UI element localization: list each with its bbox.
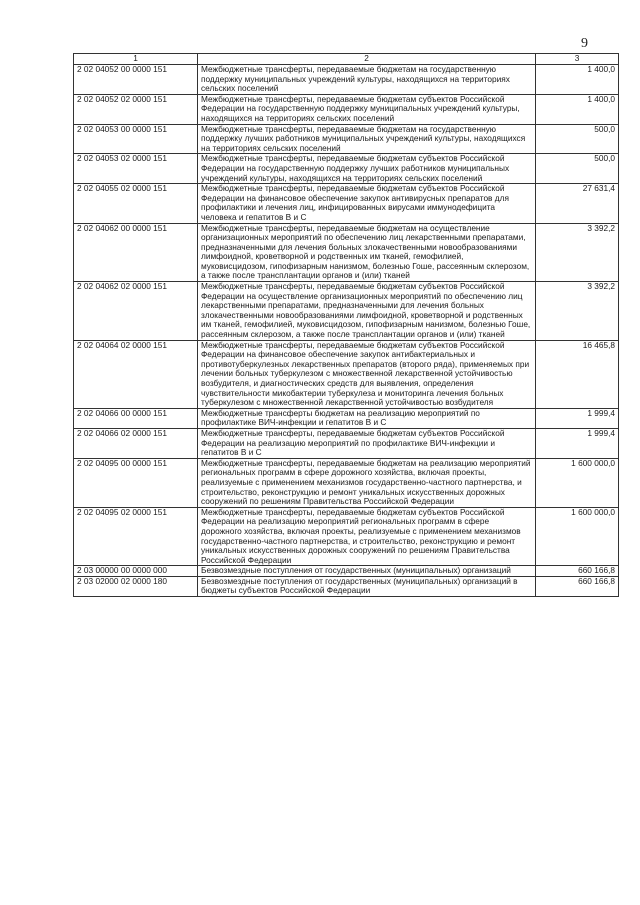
item-amount: 1 400,0 bbox=[536, 94, 619, 124]
item-description: Межбюджетные трансферты, передаваемые бюджетам субъектов Российской Федерации на реализацию мероприятий по профилактике ВИЧ-инфекции и гепатитов В и С bbox=[198, 428, 536, 458]
budget-code: 2 02 04062 00 0000 151 bbox=[74, 223, 198, 282]
budget-code: 2 02 04052 02 0000 151 bbox=[74, 94, 198, 124]
table-row bbox=[74, 428, 619, 458]
table-row bbox=[74, 154, 619, 184]
item-description: Межбюджетные трансферты, передаваемые бюджетам субъектов Российской Федерации на реализацию мероприятий региональных программ в сфере дорожного хозяйства, включая проекты, реализуемые с применением механизмов государственно-частного партнерства, и строительство, реконструкцию и ремонт уникальных искусственных дорожных сооружений по решениям Правительства Российской Федерации bbox=[198, 507, 536, 566]
item-description: Безвозмездные поступления от государственных (муниципальных) организаций в бюджеты субъектов Российской Федерации bbox=[198, 576, 536, 596]
budget-code: 2 02 04053 00 0000 151 bbox=[74, 124, 198, 154]
item-description: Межбюджетные трансферты, передаваемые бюджетам на осуществление организационных мероприятий по обеспечению лиц лекарственными препаратами, предназначенными для лечения больных злокачественными новообразованиями лимфоидной, кроветворной и родственных им тканей, гемофилией, муковисцидозом, гипофизарным нанизмом, болезнью Гоше, рассеянным склерозом, а также после трансплантации органов и (или) тканей bbox=[198, 223, 536, 282]
item-description: Межбюджетные трансферты, передаваемые бюджетам на реализацию мероприятий региональных программ в сфере дорожного хозяйства, включая проекты, реализуемые с применением механизмов государственно-частного партнерства, и строительство, реконструкцию и ремонт уникальных искусственных дорожных сооружений по решениям Правительства Российской Федерации bbox=[198, 458, 536, 507]
item-amount: 500,0 bbox=[536, 124, 619, 154]
item-amount: 27 631,4 bbox=[536, 184, 619, 223]
table-row bbox=[74, 94, 619, 124]
item-description: Межбюджетные трансферты, передаваемые бюджетам на государственную поддержку муниципальных учреждений культуры, находящихся на территориях сельских поселений bbox=[198, 65, 536, 95]
budget-code: 2 02 04095 02 0000 151 bbox=[74, 507, 198, 566]
item-amount: 660 166,8 bbox=[536, 566, 619, 577]
budget-table bbox=[73, 53, 619, 597]
item-description: Межбюджетные трансферты, передаваемые бюджетам субъектов Российской Федерации на осуществление организационных мероприятий по обеспечению лиц лекарственными препаратами, предназначенными для лечения больных злокачественными новообразованиями лимфоидной, кроветворной и родственных им тканей, гемофилией, муковисцидозом, гипофизарным нанизмом, болезнью Гоше, рассеянным склерозом, а также после трансплантации органов и (или) тканей bbox=[198, 282, 536, 341]
item-amount: 16 465,8 bbox=[536, 340, 619, 408]
budget-code: 2 02 04053 02 0000 151 bbox=[74, 154, 198, 184]
item-amount: 1 600 000,0 bbox=[536, 507, 619, 566]
item-amount: 3 392,2 bbox=[536, 223, 619, 282]
budget-code: 2 02 04066 00 0000 151 bbox=[74, 408, 198, 428]
table-row bbox=[74, 184, 619, 223]
item-amount: 660 166,8 bbox=[536, 576, 619, 596]
budget-code: 2 03 00000 00 0000 000 bbox=[74, 566, 198, 577]
item-description: Межбюджетные трансферты бюджетам на реализацию мероприятий по профилактике ВИЧ-инфекции и гепатитов В и С bbox=[198, 408, 536, 428]
table-row bbox=[74, 566, 619, 577]
table-row bbox=[74, 458, 619, 507]
item-description: Безвозмездные поступления от государственных (муниципальных) организаций bbox=[198, 566, 536, 577]
item-amount: 1 999,4 bbox=[536, 428, 619, 458]
item-description: Межбюджетные трансферты, передаваемые бюджетам субъектов Российской Федерации на финансовое обеспечение закупок антибактериальных и противотуберкулезных лекарственных препаратов (второго ряда), применяемых при лечении больных туберкулезом с множественной лекарственной устойчивостью возбудителя, и диагностических средств для выявления, определения чувствительности микобактерии туберкулеза и мониторинга лечения больных туберкулезом с множественной лекарственной устойчивостью возбудителя bbox=[198, 340, 536, 408]
budget-code: 2 02 04095 00 0000 151 bbox=[74, 458, 198, 507]
item-amount: 1 400,0 bbox=[536, 65, 619, 95]
table-row bbox=[74, 507, 619, 566]
table-row bbox=[74, 340, 619, 408]
table-row bbox=[74, 223, 619, 282]
item-amount: 500,0 bbox=[536, 154, 619, 184]
table-row bbox=[74, 576, 619, 596]
item-description: Межбюджетные трансферты, передаваемые бюджетам субъектов Российской Федерации на государственную поддержку лучших работников муниципальных учреждений культуры, находящихся на территориях сельских поселений bbox=[198, 154, 536, 184]
budget-code: 2 02 04052 00 0000 151 bbox=[74, 65, 198, 95]
item-amount: 1 600 000,0 bbox=[536, 458, 619, 507]
budget-code: 2 03 02000 02 0000 180 bbox=[74, 576, 198, 596]
item-description: Межбюджетные трансферты, передаваемые бюджетам субъектов Российской Федерации на финансовое обеспечение закупок антивирусных препаратов для профилактики и лечения лиц, инфицированных вирусами иммунодефицита человека и гепатитов В и С bbox=[198, 184, 536, 223]
item-amount: 3 392,2 bbox=[536, 282, 619, 341]
table-row bbox=[74, 65, 619, 95]
budget-code: 2 02 04062 02 0000 151 bbox=[74, 282, 198, 341]
header-row bbox=[74, 54, 619, 65]
table-row bbox=[74, 282, 619, 341]
column-header-description: 2 bbox=[198, 54, 536, 65]
table-row bbox=[74, 124, 619, 154]
budget-code: 2 02 04066 02 0000 151 bbox=[74, 428, 198, 458]
table-row bbox=[74, 408, 619, 428]
item-amount: 1 999,4 bbox=[536, 408, 619, 428]
budget-code: 2 02 04055 02 0000 151 bbox=[74, 184, 198, 223]
column-header-amount: 3 bbox=[536, 54, 619, 65]
column-header-code: 1 bbox=[74, 54, 198, 65]
item-description: Межбюджетные трансферты, передаваемые бюджетам субъектов Российской Федерации на государственную поддержку муниципальных учреждений культуры, находящихся на территориях сельских поселений bbox=[198, 94, 536, 124]
budget-code: 2 02 04064 02 0000 151 bbox=[74, 340, 198, 408]
page-number: 9 bbox=[581, 36, 588, 51]
item-description: Межбюджетные трансферты, передаваемые бюджетам на государственную поддержку лучших работников муниципальных учреждений культуры, находящихся на территориях сельских поселений bbox=[198, 124, 536, 154]
